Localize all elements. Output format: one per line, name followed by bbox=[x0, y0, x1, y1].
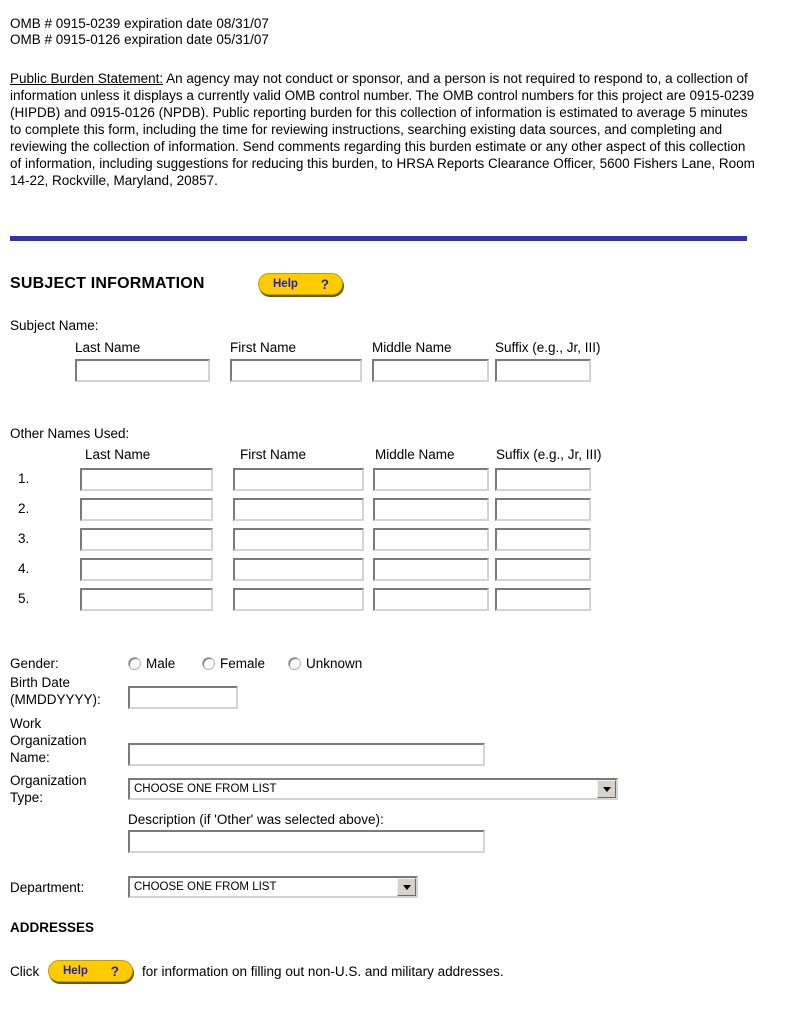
gender-label: Gender: bbox=[10, 656, 59, 671]
other-name-5-first-name-input[interactable] bbox=[233, 588, 364, 611]
help-button-label: Help bbox=[273, 278, 298, 290]
other-names-col-first: First Name bbox=[240, 447, 307, 462]
chevron-down-icon bbox=[397, 878, 416, 896]
organization-type-select[interactable] bbox=[128, 778, 618, 800]
other-name-5-suffix-input[interactable] bbox=[495, 588, 591, 611]
addresses-help-suffix: for information on filling out non-U.S. and military addresses. bbox=[142, 964, 504, 979]
omb-line-1: OMB # 0915-0239 expiration date 08/31/07 bbox=[10, 16, 269, 31]
other-name-2-middle-name-input[interactable] bbox=[373, 498, 489, 521]
omb-line-2: OMB # 0915-0126 expiration date 05/31/07 bbox=[10, 32, 269, 47]
other-description-input[interactable] bbox=[128, 830, 485, 853]
subject-suffix-input[interactable] bbox=[495, 359, 591, 382]
department-label: Department: bbox=[10, 880, 85, 895]
subject-name-col-last: Last Name bbox=[75, 340, 141, 355]
subject-name-col-suffix: Suffix (e.g., Jr, III) bbox=[495, 340, 601, 355]
question-mark-icon: ? bbox=[320, 276, 329, 292]
addresses-help-prefix: Click bbox=[10, 964, 40, 979]
subject-information-title: SUBJECT INFORMATION bbox=[10, 275, 205, 292]
other-names-label: Other Names Used: bbox=[10, 426, 130, 441]
other-name-5-middle-name-input[interactable] bbox=[373, 588, 489, 611]
gender-female-label: Female bbox=[220, 656, 266, 671]
question-mark-icon: ? bbox=[110, 963, 119, 979]
birth-date-input[interactable] bbox=[128, 686, 238, 709]
gender-male-option[interactable] bbox=[128, 656, 175, 671]
department-select[interactable] bbox=[128, 876, 418, 898]
gender-female-option[interactable] bbox=[202, 656, 265, 671]
other-name-5-last-name-input[interactable] bbox=[80, 588, 213, 611]
gender-unknown-radio[interactable] bbox=[288, 657, 301, 670]
work-organization-name-input[interactable] bbox=[128, 743, 485, 766]
other-description-label: Description (if 'Other' was selected above): bbox=[128, 812, 384, 827]
other-name-1-last-name-input[interactable] bbox=[80, 468, 213, 491]
gender-unknown-label: Unknown bbox=[306, 656, 363, 671]
other-name-row-number: 1. bbox=[18, 471, 30, 486]
omb-numbers bbox=[10, 16, 269, 48]
subject-name-col-first: First Name bbox=[230, 340, 297, 355]
other-names-col-middle: Middle Name bbox=[375, 447, 455, 462]
gender-male-radio[interactable] bbox=[128, 657, 141, 670]
other-name-1-first-name-input[interactable] bbox=[233, 468, 364, 491]
work-organization-name-label: Work Organization Name: bbox=[10, 716, 87, 765]
organization-type-selected-value: CHOOSE ONE FROM LIST bbox=[134, 783, 277, 795]
other-name-3-middle-name-input[interactable] bbox=[373, 528, 489, 551]
burden-statement-text: An agency may not conduct or sponsor, and a person is not required to respond to, a collection of information unless it displays a currently valid OMB control number. The OMB control numbers for this project are 0915-0239 (HIPDB) and 0915-0126 (NPDB). Public reporting burden for this collection of information is estimated to average 5 minutes to complete this form, including the time for reviewing instructions, searching existing data sources, and completing and reviewing the collection of information. Send comments regarding this burden estimate or any other aspect of this collection of information, including suggestions for reducing this burden, to HRSA Reports Clearance Officer, 5600 Fishers Lane, Room 14-22, Rockville, Maryland, 20857. bbox=[10, 71, 755, 188]
other-name-4-last-name-input[interactable] bbox=[80, 558, 213, 581]
addresses-title: ADDRESSES bbox=[10, 920, 95, 935]
subject-last-name-input[interactable] bbox=[75, 359, 210, 382]
addresses-help-button[interactable] bbox=[48, 960, 133, 982]
section-divider bbox=[10, 236, 747, 241]
other-name-row-number: 2. bbox=[18, 501, 30, 516]
other-name-3-first-name-input[interactable] bbox=[233, 528, 364, 551]
other-names-col-suffix: Suffix (e.g., Jr, III) bbox=[496, 447, 602, 462]
other-name-row-number: 5. bbox=[18, 591, 30, 606]
help-button-label: Help bbox=[63, 965, 88, 977]
subject-name-col-middle: Middle Name bbox=[372, 340, 452, 355]
other-name-4-first-name-input[interactable] bbox=[233, 558, 364, 581]
chevron-down-icon bbox=[597, 780, 616, 798]
other-name-row-number: 4. bbox=[18, 561, 30, 576]
gender-male-label: Male bbox=[146, 656, 176, 671]
other-name-row-number: 3. bbox=[18, 531, 30, 546]
other-name-3-last-name-input[interactable] bbox=[80, 528, 213, 551]
other-name-4-suffix-input[interactable] bbox=[495, 558, 591, 581]
subject-name-label: Subject Name: bbox=[10, 318, 99, 333]
other-name-3-suffix-input[interactable] bbox=[495, 528, 591, 551]
other-name-2-suffix-input[interactable] bbox=[495, 498, 591, 521]
organization-type-label: Organization Type: bbox=[10, 773, 87, 805]
other-names-col-last: Last Name bbox=[85, 447, 151, 462]
other-name-1-middle-name-input[interactable] bbox=[373, 468, 489, 491]
subject-first-name-input[interactable] bbox=[230, 359, 362, 382]
other-name-4-middle-name-input[interactable] bbox=[373, 558, 489, 581]
department-selected-value: CHOOSE ONE FROM LIST bbox=[134, 881, 277, 893]
other-name-1-suffix-input[interactable] bbox=[495, 468, 591, 491]
subject-information-help-button[interactable] bbox=[258, 273, 343, 295]
other-name-2-first-name-input[interactable] bbox=[233, 498, 364, 521]
other-name-2-last-name-input[interactable] bbox=[80, 498, 213, 521]
public-burden-statement bbox=[10, 70, 755, 189]
gender-female-radio[interactable] bbox=[202, 657, 215, 670]
burden-statement-label: Public Burden Statement: bbox=[10, 71, 164, 86]
gender-unknown-option[interactable] bbox=[288, 656, 362, 671]
subject-middle-name-input[interactable] bbox=[372, 359, 489, 382]
birth-date-label: Birth Date (MMDDYYYY): bbox=[10, 675, 101, 707]
